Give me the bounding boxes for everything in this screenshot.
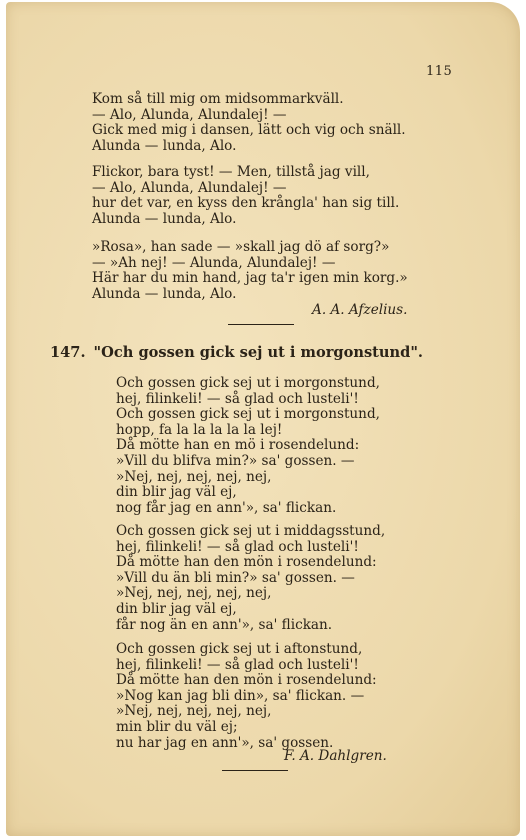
verse-line: Då mötte han den mön i rosendelund: — [116, 554, 377, 571]
verse-line: Gick med mig i dansen, lätt och vig och snäll. — [92, 122, 406, 139]
verse-line: får nog än en ann'», sa' flickan. — [116, 616, 333, 633]
verse-line: nu har jag en ann'», sa' gossen. — [116, 734, 334, 751]
verse-line: »Nej, nej, nej, nej, nej, — [116, 703, 272, 720]
verse-line: »Nej, nej, nej, nej, nej, — [116, 468, 272, 485]
verse-line: »Nog kan jag bli din», sa' flickan. — — [116, 687, 365, 704]
verse-line: — Alo, Alunda, Alundalej! — — [92, 179, 287, 196]
verse-line: Här har du min hand, jag ta'r igen min korg.» — [92, 270, 408, 287]
song-heading — [50, 344, 423, 361]
song-stanza-2 — [116, 524, 385, 633]
verse-line: Alunda — lunda, Alo. — [92, 210, 237, 227]
song-number: 147. — [50, 344, 86, 361]
book-page — [6, 2, 520, 836]
verse-line: din blir jag väl ej, — [116, 484, 237, 501]
verse-line: hopp, fa la la la la la lej! — [116, 421, 283, 438]
verse-line: Och gossen gick sej ut i morgonstund, — [116, 406, 380, 423]
poem-stanza-2 — [92, 165, 399, 227]
verse-line: hej, filinkeli! — så glad och lusteli'! — [116, 656, 359, 673]
verse-line: — Alo, Alunda, Alundalej! — — [92, 106, 287, 123]
verse-line: — »Ah nej! — Alunda, Alundalej! — — [92, 254, 336, 271]
song-stanza-1 — [116, 376, 380, 516]
poem-author: A. A. Afzelius. — [312, 302, 408, 318]
verse-line: »Nej, nej, nej, nej, nej, — [116, 585, 272, 602]
poem-stanza-1 — [92, 92, 406, 154]
verse-line: Alunda — lunda, Alo. — [92, 137, 237, 154]
verse-line: Då mötte han en mö i rosendelund: — [116, 437, 360, 454]
verse-line: Och gossen gick sej ut i aftonstund, — [116, 641, 363, 657]
verse-line: Kom så till mig om midsommarkväll. — [92, 91, 344, 107]
section-divider — [222, 770, 288, 771]
page-number: 115 — [426, 64, 453, 79]
verse-line: Och gossen gick sej ut i middagsstund, — [116, 523, 386, 539]
verse-line: Alunda — lunda, Alo. — [92, 285, 237, 302]
verse-line: Då mötte han den mön i rosendelund: — [116, 672, 377, 689]
verse-line: Och gossen gick sej ut i morgonstund, — [116, 375, 380, 391]
verse-line: hur det var, en kyss den krångla' han sig till. — [92, 195, 400, 212]
verse-line: nog får jag en ann'», sa' flickan. — [116, 499, 337, 516]
song-title: "Och gossen gick sej ut i morgonstund". — [93, 344, 424, 361]
verse-line: hej, filinkeli! — så glad och lusteli'! — [116, 538, 359, 555]
verse-line: »Rosa», han sade — »skall jag dö af sorg?» — [92, 239, 390, 255]
song-stanza-3 — [116, 642, 377, 751]
verse-line: din blir jag väl ej, — [116, 600, 237, 617]
song-author: F. A. Dahlgren. — [284, 748, 387, 764]
verse-line: »Vill du än bli min?» sa' gossen. — — [116, 569, 355, 586]
verse-line: hej, filinkeli! — så glad och lusteli'! — [116, 390, 359, 407]
poem-stanza-3 — [92, 240, 408, 302]
verse-line: »Vill du blifva min?» sa' gossen. — — [116, 452, 355, 469]
verse-line: Flickor, bara tyst! — Men, tillstå jag vill, — [92, 164, 370, 180]
section-divider — [228, 324, 294, 325]
verse-line: min blir du väl ej; — [116, 718, 238, 735]
